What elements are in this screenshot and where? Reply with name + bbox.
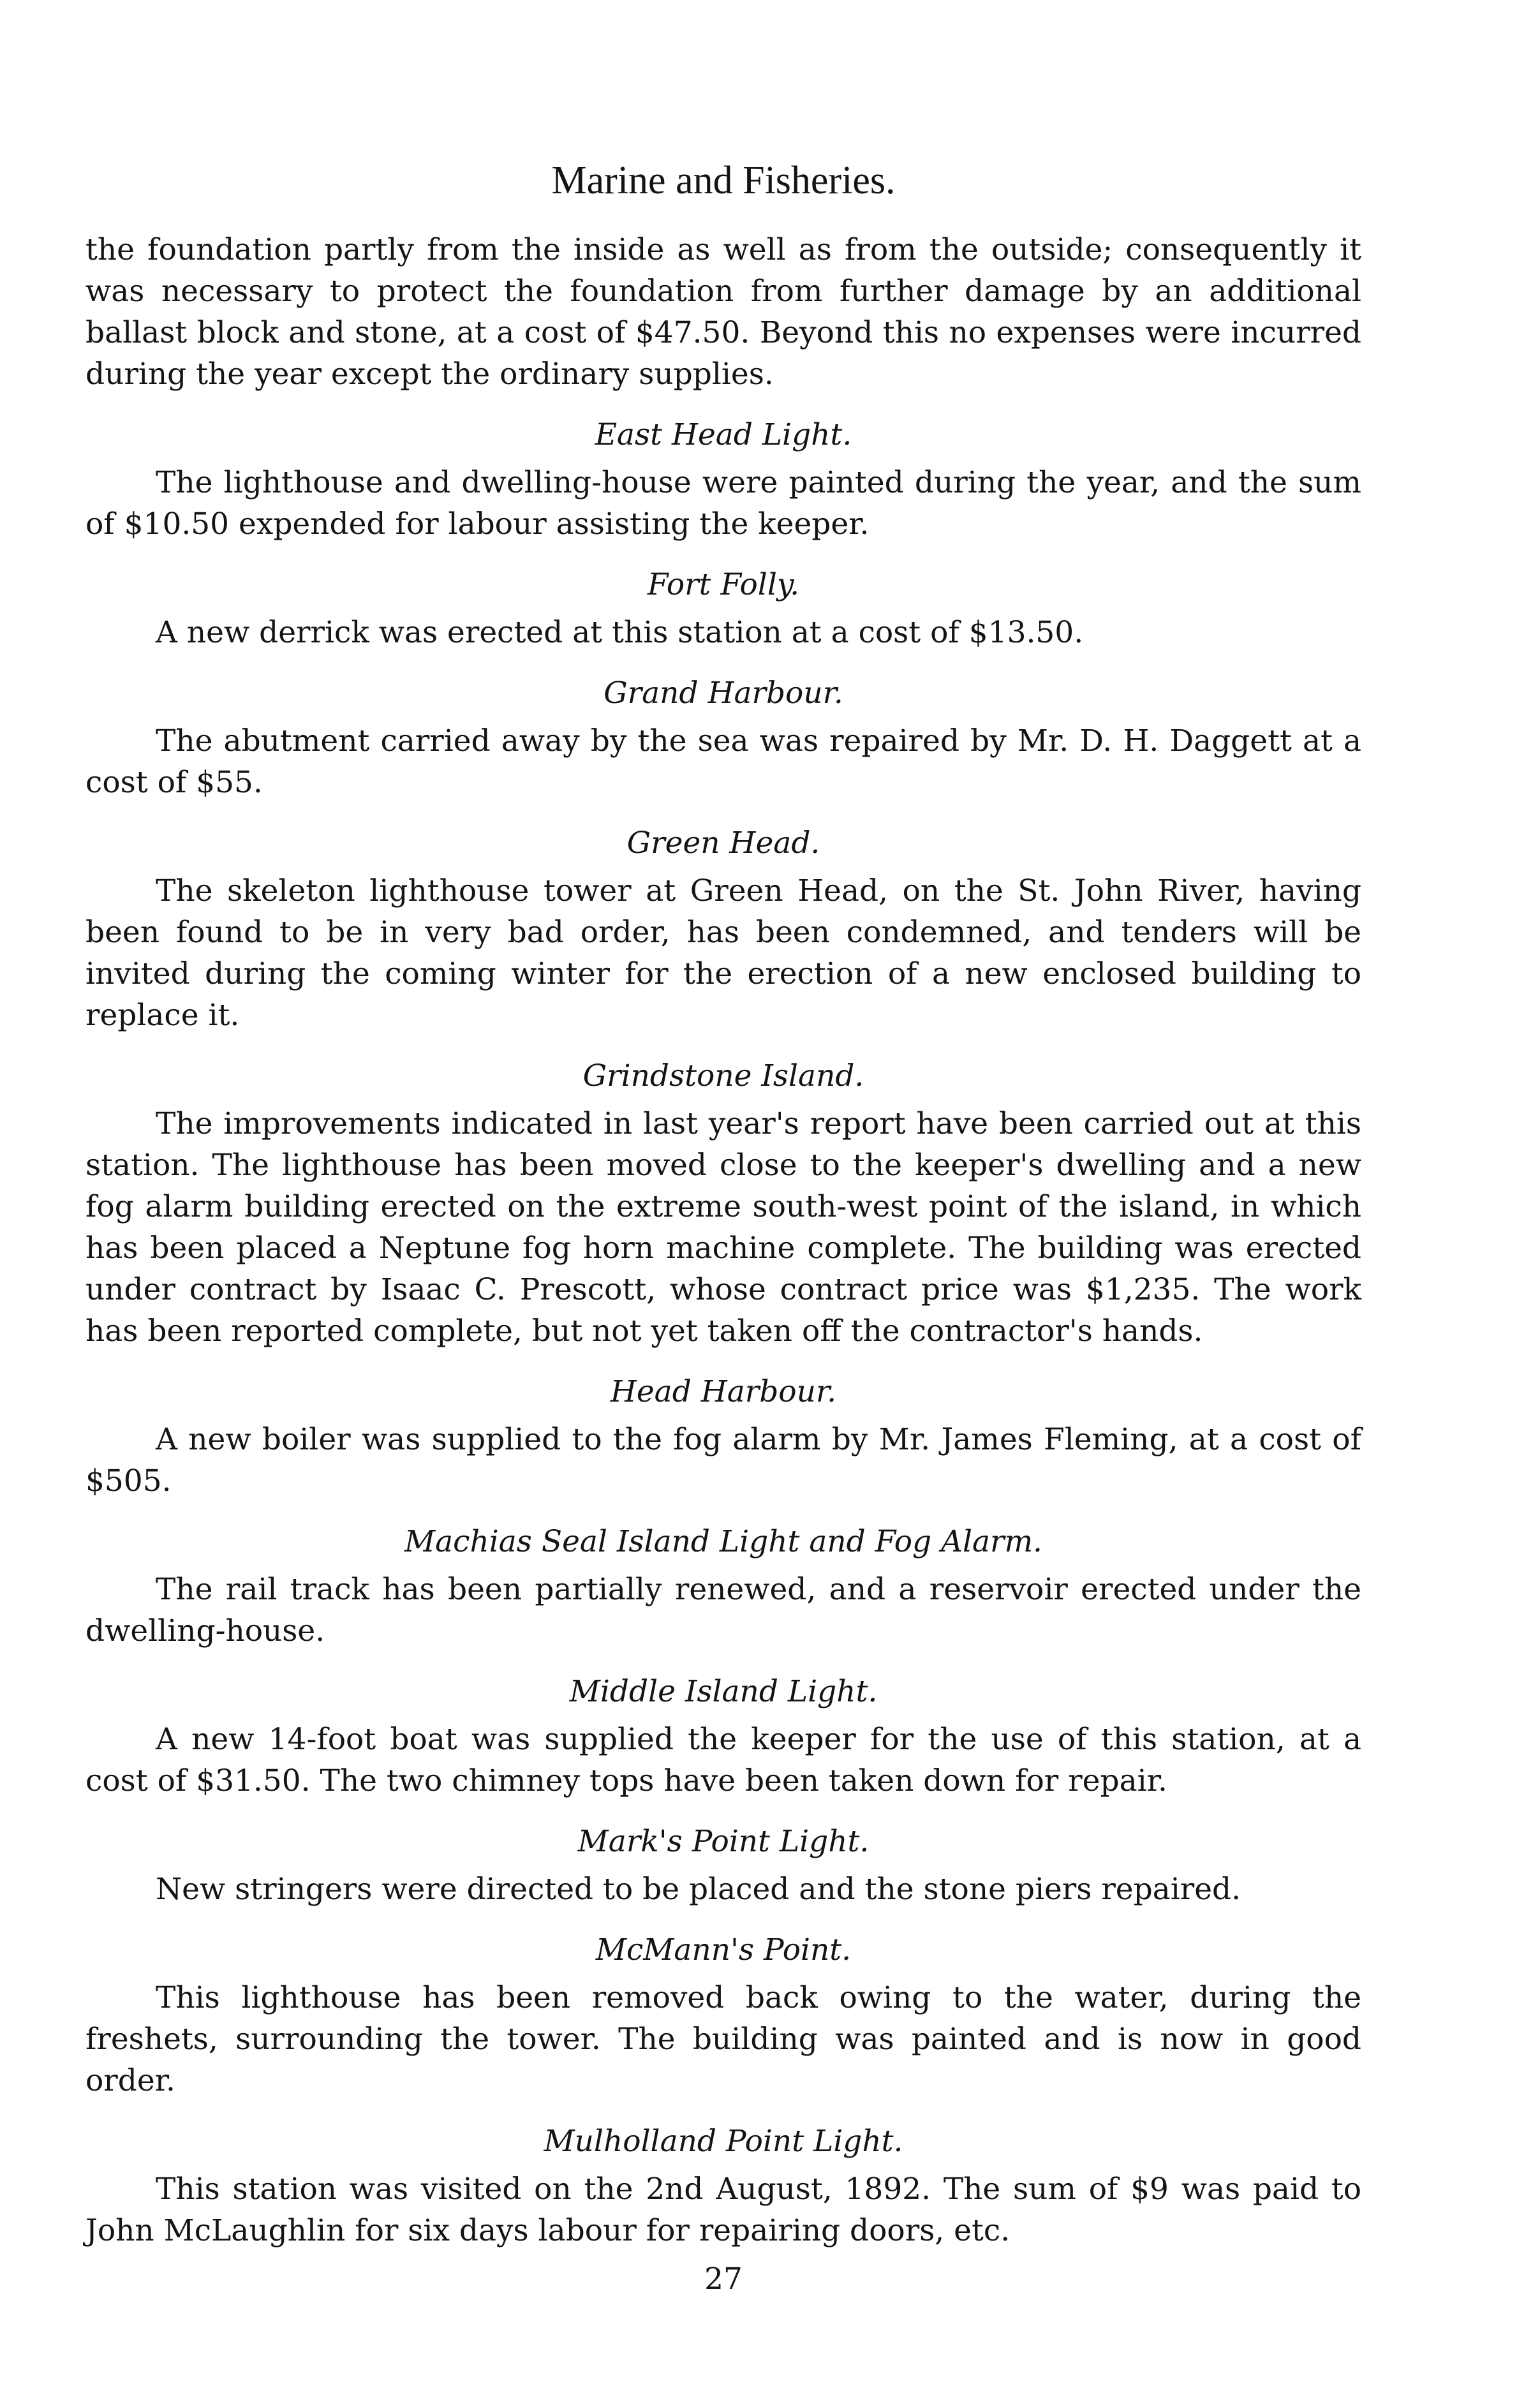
section-heading-head-harbour: Head Harbour. (610, 1374, 837, 1409)
section-text-mcmanns-point: This lighthouse has been removed back owing to the water, during the freshets, surrounding the tower. The building was painted and is now in good order. (85, 1980, 1361, 2098)
section-heading-fort-folly: Fort Folly. (647, 567, 800, 602)
section-text-marks-point-light: New stringers were directed to be placed and the stone piers repaired. (156, 1872, 1241, 1907)
section-heading-middle-island-light: Middle Island Light. (569, 1674, 878, 1709)
section-heading-mulholland-point-light: Mulholland Point Light. (544, 2124, 903, 2159)
section-text-east-head-light: The lighthouse and dwelling-house were painted during the year, and the sum of $10.50 expended for labour assisting the keeper. (85, 465, 1361, 542)
section-text-middle-island-light: A new 14-foot boat was supplied the keeper for the use of this station, at a cost of $31.50. The two chimney tops have been taken down for repair. (85, 1722, 1361, 1798)
section-text-fort-folly: A new derrick was erected at this station at a cost of $13.50. (156, 615, 1084, 650)
page-number: 27 (704, 2262, 743, 2297)
section-heading-grand-harbour: Grand Harbour. (603, 676, 843, 711)
section-heading-marks-point-light: Mark's Point Light. (577, 1824, 870, 1859)
running-head: Marine and Fisheries. (551, 159, 896, 202)
section-heading-grindstone-island: Grindstone Island. (582, 1058, 864, 1093)
section-heading-mcmanns-point: McMann's Point. (595, 1932, 852, 1967)
section-heading-east-head-light: East Head Light. (595, 417, 852, 452)
section-text-grand-harbour: The abutment carried away by the sea was repaired by Mr. D. H. Daggett at a cost of $55. (85, 723, 1361, 800)
section-heading-green-head: Green Head. (626, 826, 820, 861)
section-text-grindstone-island: The improvements indicated in last year's report have been carried out at this station. The lighthouse has been moved close to the keeper's dwelling and a new fog alarm building erected on the extreme south-west point of the island, in which has been placed a Neptune fog horn machine complete. The building was erected under contract by Isaac C. Prescott, whose contract price was $1,235. The work has been reported complete, but not yet taken off the contractor's hands. (85, 1106, 1361, 1349)
section-text-machias-seal-island: The rail track has been partially renewed, and a reservoir erected under the dwelling-house. (85, 1572, 1361, 1648)
section-text-head-harbour: A new boiler was supplied to the fog alarm by Mr. James Fleming, at a cost of $505. (85, 1422, 1361, 1499)
section-heading-machias-seal-island: Machias Seal Island Light and Fog Alarm. (404, 1524, 1042, 1559)
section-text-mulholland-point-light: This station was visited on the 2nd August, 1892. The sum of $9 was paid to John McLaughlin for six days labour for repairing doors, etc. (85, 2172, 1361, 2248)
section-text-green-head: The skeleton lighthouse tower at Green Head, on the St. John River, having been found to be in very bad order, has been condemned, and tenders will be invited during the coming winter for the erection of a new enclosed building to replace it. (85, 873, 1361, 1033)
opening-paragraph: the foundation partly from the inside as well as from the outside; consequently it was necessary to protect the foundation from further damage by an additional ballast block and stone, at a cost of $47.50. Beyond this no expenses were incurred during the year except the ordinary supplies. (85, 232, 1361, 392)
